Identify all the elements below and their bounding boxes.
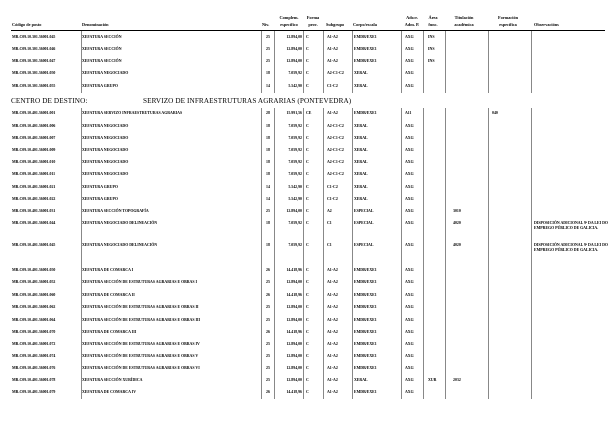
- cell-adscr: A11: [405, 111, 412, 115]
- column-rule: [323, 108, 324, 399]
- cell-adscr: AXG: [405, 305, 414, 309]
- cell-sub: A2-C1-C2: [327, 160, 344, 164]
- cell-forma: C: [306, 172, 309, 176]
- cell-code: MR.C09.10.401.36001.007: [12, 136, 56, 140]
- cell-forma: C: [306, 136, 309, 140]
- header-codigo: Código de posto: [12, 22, 42, 27]
- cell-code: MR.C09.10.401.36001.045: [12, 243, 56, 247]
- header-formacion-2: específica: [499, 22, 517, 27]
- cell-forma: C: [306, 71, 309, 75]
- cell-niv: 14: [266, 185, 270, 189]
- cell-niv: 25: [266, 318, 270, 322]
- cell-den: XEFATURA NEGOCIADO: [82, 172, 129, 176]
- cell-corpo: XERAL: [354, 136, 368, 140]
- cell-comp: 14.418,96: [286, 268, 302, 272]
- header-underline: [11, 30, 605, 31]
- cell-den: XEFATURA SECCIÓN: [82, 59, 122, 63]
- cell-niv: 18: [266, 221, 270, 225]
- cell-forma: C: [306, 148, 309, 152]
- cell-forma: C: [306, 47, 309, 51]
- cell-niv: 25: [266, 47, 270, 51]
- header-niv: Niv.: [262, 22, 270, 27]
- cell-forma: C: [306, 160, 309, 164]
- cell-code: MR.C09.10.301.36001.046: [12, 47, 56, 51]
- cell-code: MR.C09.10.401.36001.001: [12, 111, 56, 115]
- column-rule: [445, 31, 446, 93]
- cell-sub: A1-A2: [327, 47, 338, 51]
- cell-comp: 12.894,00: [286, 354, 302, 358]
- section-heading: [11, 97, 351, 105]
- cell-corpo: ESPECIAL: [354, 243, 374, 247]
- cell-adscr: AXG: [405, 209, 414, 213]
- cell-sub: A1-A2: [327, 35, 338, 39]
- cell-adscr: AXG: [405, 280, 414, 284]
- cell-forma: C: [306, 124, 309, 128]
- cell-comp: 5.542,90: [288, 197, 302, 201]
- cell-code: MR.C09.10.401.36001.044: [12, 221, 56, 225]
- header-corpo: Corpo/escala: [353, 22, 377, 27]
- table-row: [0, 124, 615, 134]
- cell-forma: C: [306, 318, 309, 322]
- header-formacion-1: Formación: [497, 15, 519, 20]
- cell-comp: 14.418,96: [286, 390, 302, 394]
- column-rule: [323, 31, 324, 93]
- cell-code: MR.C09.10.401.36001.011: [12, 172, 56, 176]
- cell-den: XEFATURA NEGOCIADO: [82, 71, 129, 75]
- cell-adscr: AXG: [405, 172, 414, 176]
- cell-niv: 14: [266, 197, 270, 201]
- cell-forma: C: [306, 221, 309, 225]
- cell-niv: 18: [266, 136, 270, 140]
- cell-sub: A1-A2: [327, 293, 338, 297]
- cell-den: XEFATURA DE COMARCA IV: [82, 390, 136, 394]
- cell-den: XEFATURA NEGOCIADO DELINEACIÓN: [82, 243, 158, 247]
- cell-forma: C: [306, 35, 309, 39]
- cell-code: MR.C09.10.401.36001.050: [12, 268, 56, 272]
- cell-comp: 7.059,92: [288, 221, 302, 225]
- cell-forma: C: [306, 185, 309, 189]
- cell-adscr: AXG: [405, 221, 414, 225]
- table-row: [0, 378, 615, 388]
- table-row: [0, 243, 615, 253]
- cell-comp: 12.894,00: [286, 35, 302, 39]
- cell-forma: C: [306, 330, 309, 334]
- column-rule: [531, 31, 532, 93]
- cell-den: XEFATURA SECCIÓN DE ESTRUTURAS AGRARIAS E OBRAS IV: [82, 342, 200, 346]
- cell-forma: C: [306, 84, 309, 88]
- cell-den: XEFATURA NEGOCIADO: [82, 124, 129, 128]
- table-row: [0, 47, 615, 57]
- header-complem-1: Complem.: [279, 15, 299, 20]
- header-adscr-2: Adm. P.: [404, 22, 420, 27]
- cell-adscr: AXG: [405, 366, 414, 370]
- cell-adscr: AXG: [405, 185, 414, 189]
- table-row: [0, 354, 615, 364]
- cell-forma: C: [306, 209, 309, 213]
- cell-niv: 28: [266, 111, 270, 115]
- cell-comp: 12.894,00: [286, 378, 302, 382]
- cell-code: MR.C09.10.401.36001.009: [12, 148, 56, 152]
- cell-comp: 7.059,92: [288, 136, 302, 140]
- cell-den: XEFATURA GRUPO: [82, 197, 118, 201]
- cell-adscr: AXG: [405, 293, 414, 297]
- cell-comp: 7.059,92: [288, 148, 302, 152]
- cell-adscr: AXG: [405, 378, 414, 382]
- cell-comp: 12.894,00: [286, 47, 302, 51]
- cell-sub: C1: [327, 243, 332, 247]
- cell-sub: A1-A2: [327, 280, 338, 284]
- table-row: [0, 209, 615, 219]
- cell-code: MR.C09.10.401.36001.060: [12, 293, 56, 297]
- cell-sub: A1-A2: [327, 59, 338, 63]
- column-rule: [352, 31, 353, 93]
- cell-corpo: XERAL: [354, 124, 368, 128]
- cell-corpo: XERAL: [354, 160, 368, 164]
- cell-tit: 3010: [453, 209, 461, 213]
- header-area-1: Área: [428, 15, 438, 20]
- header-titulacion-2: académica: [454, 22, 474, 27]
- cell-code: MR.C09.10.401.36001.079: [12, 390, 56, 394]
- cell-obs: DISPOSICIÓN ADICIONAL 9ª DA LEI DO EMPREGO PÚBLICO DE GALICIA.: [534, 243, 608, 252]
- header-complem-2: específico: [280, 22, 298, 27]
- cell-forma: C: [306, 280, 309, 284]
- column-rule: [423, 31, 424, 93]
- cell-comp: 7.059,92: [288, 243, 302, 247]
- cell-code: MR.C09.10.401.36001.070: [12, 330, 56, 334]
- cell-corpo: XERAL: [354, 172, 368, 176]
- cell-adscr: AXG: [405, 160, 414, 164]
- cell-code: MR.C09.10.401.36001.031: [12, 209, 56, 213]
- column-rule: [261, 31, 262, 93]
- cell-adscr: AXG: [405, 124, 414, 128]
- column-rule: [423, 108, 424, 399]
- cell-adscr: AXG: [405, 71, 414, 75]
- cell-sub: A1-A2: [327, 354, 338, 358]
- cell-corpo: EMDB/EXE1: [354, 293, 377, 297]
- cell-sub: A2-C1-C2: [327, 71, 344, 75]
- cell-code: MR.C09.10.301.36001.047: [12, 59, 56, 63]
- cell-adscr: AXG: [405, 35, 414, 39]
- cell-comp: 12.894,00: [286, 342, 302, 346]
- cell-sub: A1-A2: [327, 268, 338, 272]
- cell-adscr: AXG: [405, 330, 414, 334]
- cell-tit: 2032: [453, 378, 461, 382]
- column-rule: [352, 108, 353, 399]
- header-forma-1: Forma: [306, 15, 320, 20]
- table-row: [0, 305, 615, 315]
- cell-den: XEFATURA DE COMARCA III: [82, 330, 137, 334]
- cell-forma: C: [306, 293, 309, 297]
- cell-form: 040: [492, 111, 498, 115]
- cell-forma: C: [306, 390, 309, 394]
- cell-sub: C1-C2: [327, 197, 338, 201]
- cell-den: XEFATURA SERVIZO INFRAESTRUTURAS AGRARIAS: [82, 111, 183, 115]
- cell-comp: 7.059,92: [288, 71, 302, 75]
- header-titulacion-1: Titulación: [454, 15, 474, 20]
- cell-code: MR.C09.10.301.36001.055: [12, 84, 56, 88]
- cell-corpo: EMDB/EXE1: [354, 342, 377, 346]
- table-row: [0, 148, 615, 158]
- cell-den: XEFATURA DE COMARCA I: [82, 268, 134, 272]
- cell-forma: C: [306, 366, 309, 370]
- header-subgrupo: Subgrupo: [326, 22, 345, 27]
- cell-den: XEFATURA SECCIÓN DE ESTRUTURAS AGRARIAS E OBRAS I: [82, 280, 197, 284]
- cell-niv: 25: [266, 305, 270, 309]
- column-rule: [531, 108, 532, 399]
- cell-comp: 7.059,92: [288, 124, 302, 128]
- cell-sub: C1: [327, 221, 332, 225]
- cell-sub: C1-C2: [327, 84, 338, 88]
- cell-den: XEFATURA SECCIÓN: [82, 35, 122, 39]
- cell-corpo: EMDB/EXE1: [354, 318, 377, 322]
- cell-sub: A1-A2: [327, 330, 338, 334]
- cell-code: MR.C09.10.401.36001.062: [12, 305, 56, 309]
- cell-forma: C: [306, 342, 309, 346]
- cell-adscr: AXG: [405, 318, 414, 322]
- cell-den: XEFATURA NEGOCIADO DELINEACIÓN: [82, 221, 158, 225]
- column-rule: [445, 108, 446, 399]
- cell-den: XEFATURA SECCIÓN DE ESTRUTURAS AGRARIAS E OBRAS II: [82, 305, 199, 309]
- cell-area: INS: [428, 59, 435, 63]
- table-row: [0, 84, 615, 94]
- cell-den: XEFATURA SECCIÓN: [82, 47, 122, 51]
- cell-area: XUR: [428, 378, 437, 382]
- cell-niv: 25: [266, 35, 270, 39]
- cell-corpo: EMDB/EXE1: [354, 280, 377, 284]
- cell-sub: A1-A2: [327, 111, 338, 115]
- cell-adscr: AXG: [405, 342, 414, 346]
- cell-den: XEFATURA SECCIÓN DE ESTRUTURAS AGRARIAS E OBRAS VI: [82, 366, 200, 370]
- table-row: [0, 268, 615, 278]
- table-row: [0, 35, 615, 45]
- cell-niv: 25: [266, 342, 270, 346]
- cell-adscr: AXG: [405, 148, 414, 152]
- table-row: [0, 280, 615, 290]
- cell-niv: 18: [266, 243, 270, 247]
- cell-niv: 25: [266, 366, 270, 370]
- column-rule: [274, 31, 275, 93]
- table-row: [0, 330, 615, 340]
- cell-sub: A1-A2: [327, 318, 338, 322]
- cell-comp: 12.894,00: [286, 280, 302, 284]
- table-row: [0, 197, 615, 207]
- cell-comp: 12.894,00: [286, 366, 302, 370]
- cell-corpo: EMDB/EXE1: [354, 59, 377, 63]
- column-rule: [303, 31, 304, 93]
- cell-adscr: AXG: [405, 390, 414, 394]
- cell-comp: 12.894,00: [286, 59, 302, 63]
- table-row: [0, 71, 615, 81]
- cell-corpo: EMDB/EXE1: [354, 330, 377, 334]
- cell-niv: 26: [266, 330, 270, 334]
- cell-sub: A2-C1-C2: [327, 124, 344, 128]
- column-rule: [261, 108, 262, 399]
- cell-niv: 26: [266, 390, 270, 394]
- section-name: SERVIZO DE INFRAESTRUTURAS AGRARIAS (PONTEVEDRA): [143, 97, 352, 105]
- cell-adscr: AXG: [405, 268, 414, 272]
- cell-den: XEFATURA SECCIÓN DE ESTRUTURAS AGRARIAS E OBRAS III: [82, 318, 201, 322]
- cell-adscr: AXG: [405, 59, 414, 63]
- table-row: [0, 111, 615, 121]
- header-observacions: Observacións: [534, 22, 559, 27]
- cell-comp: 7.059,92: [288, 172, 302, 176]
- cell-sub: A2-C1-C2: [327, 172, 344, 176]
- cell-niv: 25: [266, 354, 270, 358]
- cell-corpo: XERAL: [354, 84, 368, 88]
- cell-niv: 18: [266, 148, 270, 152]
- cell-sub: A2-C1-C2: [327, 136, 344, 140]
- cell-corpo: XERAL: [354, 197, 368, 201]
- cell-comp: 14.418,96: [286, 330, 302, 334]
- cell-tit: 4020: [453, 243, 461, 247]
- column-rule: [81, 108, 82, 399]
- cell-code: MR.C09.10.401.36001.021: [12, 185, 56, 189]
- cell-den: XEFATURA SECCIÓN DE ESTRUTURAS AGRARIAS E OBRAS V: [82, 354, 199, 358]
- cell-corpo: XERAL: [354, 378, 368, 382]
- cell-comp: 15.991,56: [286, 111, 302, 115]
- cell-den: XEFATURA NEGOCIADO: [82, 160, 129, 164]
- cell-niv: 25: [266, 280, 270, 284]
- cell-sub: A1-A2: [327, 305, 338, 309]
- cell-den: XEFATURA NEGOCIADO: [82, 136, 129, 140]
- cell-code: MR.C09.10.401.36001.022: [12, 197, 56, 201]
- cell-den: XEFATURA SECCIÓN XURÍDICA: [82, 378, 143, 382]
- cell-niv: 18: [266, 160, 270, 164]
- cell-forma: C: [306, 378, 309, 382]
- cell-niv: 25: [266, 378, 270, 382]
- cell-sub: A2: [327, 209, 332, 213]
- column-rule: [303, 108, 304, 399]
- cell-sub: C1-C2: [327, 185, 338, 189]
- table-row: [0, 293, 615, 303]
- cell-den: XEFATURA GRUPO: [82, 185, 118, 189]
- cell-niv: 18: [266, 124, 270, 128]
- table-row: [0, 160, 615, 170]
- table-row: [0, 390, 615, 400]
- cell-code: MR.C09.10.401.36001.006: [12, 124, 56, 128]
- cell-niv: 26: [266, 293, 270, 297]
- table-row: [0, 185, 615, 195]
- cell-niv: 14: [266, 84, 270, 88]
- cell-code: MR.C09.10.401.36001.052: [12, 280, 56, 284]
- cell-corpo: EMDB/EXE1: [354, 111, 377, 115]
- cell-code: MR.C09.10.401.36001.010: [12, 160, 56, 164]
- header-area-2: func.: [428, 22, 438, 27]
- cell-adscr: AXG: [405, 197, 414, 201]
- cell-code: MR.C09.10.301.36001.045: [12, 35, 56, 39]
- cell-tit: 4020: [453, 221, 461, 225]
- cell-corpo: EMDB/EXE1: [354, 390, 377, 394]
- cell-sub: A1-A2: [327, 390, 338, 394]
- cell-corpo: EMDB/EXE1: [354, 366, 377, 370]
- cell-corpo: ESPECIAL: [354, 221, 374, 225]
- column-rule: [81, 31, 82, 93]
- cell-comp: 5.542,90: [288, 84, 302, 88]
- cell-den: XEFATURA NEGOCIADO: [82, 148, 129, 152]
- cell-corpo: EMDB/EXE1: [354, 305, 377, 309]
- cell-comp: 7.059,92: [288, 160, 302, 164]
- cell-forma: C: [306, 305, 309, 309]
- cell-corpo: EMDB/EXE1: [354, 35, 377, 39]
- cell-code: MR.C09.10.401.36001.072: [12, 342, 56, 346]
- cell-obs: DISPOSICIÓN ADICIONAL 9ª DA LEI DO EMPREGO PÚBLICO DE GALICIA.: [534, 221, 608, 230]
- column-rule: [488, 31, 489, 93]
- cell-sub: A1-A2: [327, 366, 338, 370]
- table-row: [0, 366, 615, 376]
- cell-corpo: EMDB/EXE1: [354, 268, 377, 272]
- cell-comp: 14.418,96: [286, 293, 302, 297]
- cell-area: INS: [428, 35, 435, 39]
- column-rule: [401, 31, 402, 93]
- header-denominacion: Denominación: [82, 22, 109, 27]
- column-rule: [488, 108, 489, 399]
- cell-forma: C: [306, 59, 309, 63]
- cell-niv: 25: [266, 209, 270, 213]
- cell-sub: A1-A2: [327, 378, 338, 382]
- cell-comp: 12.894,00: [286, 305, 302, 309]
- cell-corpo: EMDB/EXE1: [354, 47, 377, 51]
- cell-code: MR.C09.10.401.36001.064: [12, 318, 56, 322]
- cell-niv: 25: [266, 59, 270, 63]
- cell-adscr: AXG: [405, 47, 414, 51]
- cell-comp: 12.894,00: [286, 318, 302, 322]
- table-row: [0, 342, 615, 352]
- cell-adscr: AXG: [405, 84, 414, 88]
- column-rule: [274, 108, 275, 399]
- header-adscr-1: Adscr.: [406, 15, 418, 20]
- cell-forma: CE: [306, 111, 312, 115]
- cell-niv: 18: [266, 172, 270, 176]
- cell-forma: C: [306, 354, 309, 358]
- cell-comp: 5.542,90: [288, 185, 302, 189]
- cell-code: MR.C09.10.401.36001.074: [12, 354, 56, 358]
- cell-comp: 12.894,00: [286, 209, 302, 213]
- table-row: [0, 172, 615, 182]
- cell-code: MR.C09.10.301.36001.050: [12, 71, 56, 75]
- cell-sub: A1-A2: [327, 342, 338, 346]
- cell-adscr: AXG: [405, 354, 414, 358]
- cell-forma: C: [306, 243, 309, 247]
- cell-den: XEFATURA DE COMARCA II: [82, 293, 135, 297]
- cell-corpo: EMDB/EXE1: [354, 354, 377, 358]
- table-row: [0, 221, 615, 231]
- table-row: [0, 136, 615, 146]
- table-row: [0, 318, 615, 328]
- cell-corpo: XERAL: [354, 71, 368, 75]
- cell-sub: A2-C1-C2: [327, 148, 344, 152]
- cell-den: XEFATURA GRUPO: [82, 84, 118, 88]
- cell-niv: 26: [266, 268, 270, 272]
- cell-code: MR.C09.10.401.36001.076: [12, 366, 56, 370]
- cell-adscr: AXG: [405, 243, 414, 247]
- cell-forma: C: [306, 268, 309, 272]
- table-row: [0, 59, 615, 69]
- cell-corpo: XERAL: [354, 148, 368, 152]
- cell-area: INS: [428, 47, 435, 51]
- header-forma-2: prov.: [308, 22, 318, 27]
- column-rule: [401, 108, 402, 399]
- cell-forma: C: [306, 197, 309, 201]
- cell-niv: 18: [266, 71, 270, 75]
- cell-den: XEFATURA SECCIÓN TOPOGRAFÍA: [82, 209, 149, 213]
- cell-corpo: ESPECIAL: [354, 209, 374, 213]
- cell-adscr: AXG: [405, 136, 414, 140]
- cell-code: MR.C09.10.401.36001.078: [12, 378, 56, 382]
- section-label: CENTRO DE DESTINO:: [11, 97, 88, 105]
- cell-corpo: XERAL: [354, 185, 368, 189]
